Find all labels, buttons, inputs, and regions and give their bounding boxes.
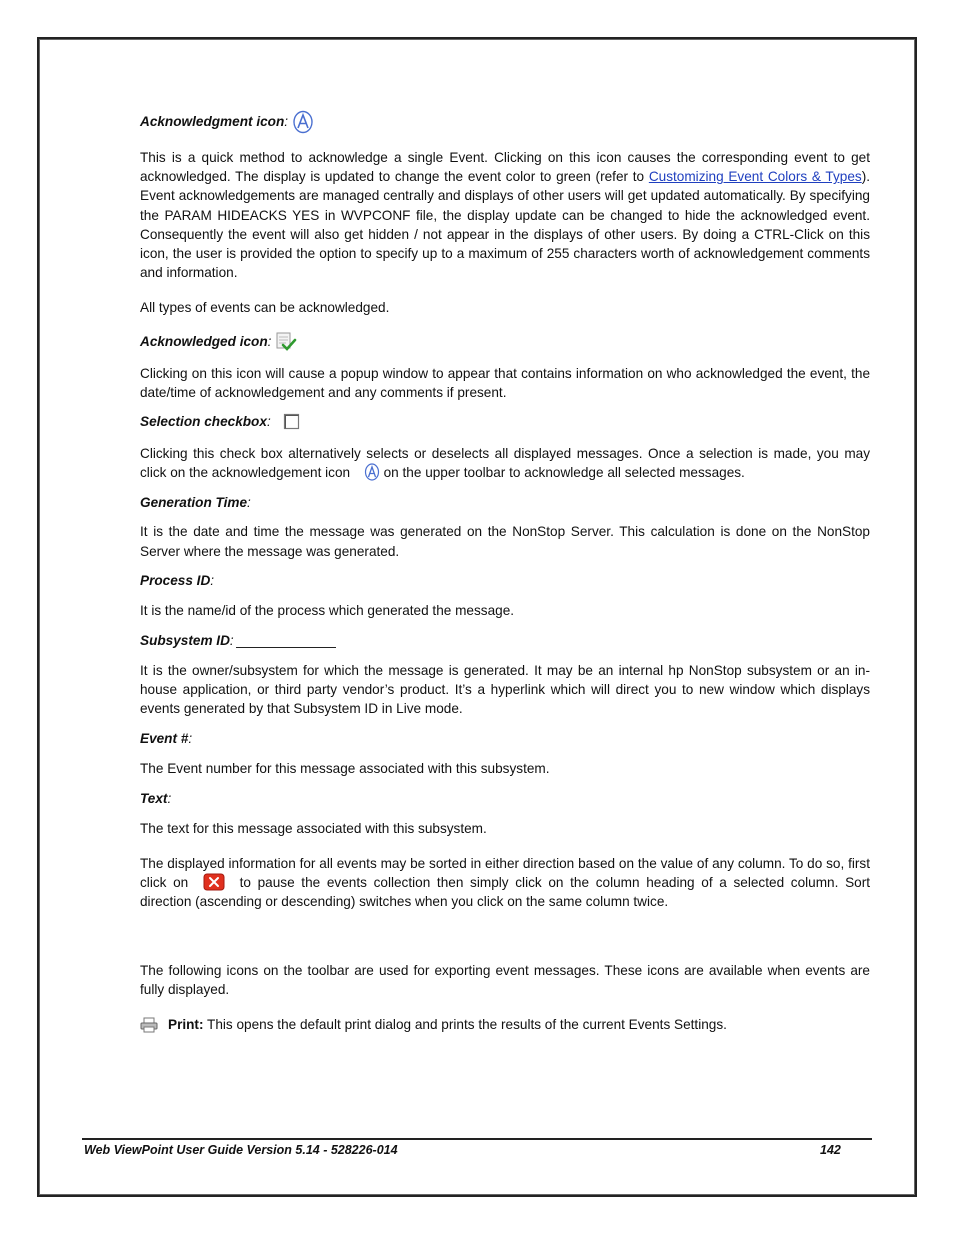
document-body xyxy=(140,108,870,1034)
process-id-description: It is the name/id of the process which generated the message. xyxy=(140,602,515,618)
heading-selection-checkbox: Selection checkbox : xyxy=(140,408,870,436)
heading-subsystem-id: Subsystem ID : xyxy=(140,627,870,655)
page-number: 142 xyxy=(820,1143,841,1157)
heading-process-id: Process ID : xyxy=(140,573,215,589)
all-events-note: All types of events can be acknowledged. xyxy=(140,300,390,316)
sorting-description: The displayed information for all events may be sorted in either direction based on the value of any column. To do so, first click on to pause the events collection then simply click on the column heading of a selected column. Sort direction (ascending or descending) switches when you click on the same column twice. xyxy=(140,856,870,910)
acknowledgment-description: This is a quick method to acknowledge a single Event. Clicking on this icon causes the corresponding event to get acknowledged. The display is updated to change the event color to green (refer to Customizing Event Colors & Types). Event acknowledgements are managed centrally and displays of other users will get updated automatically. By specifying the PARAM HIDEACKS YES in WVPCONF file, the display update can be changed to hide the acknowledged event. Consequently the event will also get hidden / not appear in the displays of other users. By doing a CTRL-Click on this icon, the user is provided the option to specify up to a maximum of 255 characters worth of acknowledgement comments and information. xyxy=(140,150,871,281)
subsystem-id-description: It is the owner/subsystem for which the message is generated. It may be an internal hp NonStop subsystem or an in-house application, or third party vendor’s product. It’s a hyperlink which will direct you to new window which displays events generated by that Subsystem ID in Live mode. xyxy=(140,663,870,717)
footer-divider xyxy=(82,1138,872,1140)
acknowledge-icon[interactable] xyxy=(364,463,380,481)
footer-title: Web ViewPoint User Guide Version 5.14 - 528226-014 xyxy=(84,1143,398,1157)
checkbox-icon[interactable] xyxy=(283,413,301,431)
print-text: This opens the default print dialog and prints the results of the current Events Settings. xyxy=(203,1017,727,1033)
event-number-description: The Event number for this message associated with this subsystem. xyxy=(140,760,550,776)
export-description: The following icons on the toolbar are used for exporting event messages. These icons are available when events are fully displayed. xyxy=(140,962,870,997)
pause-icon[interactable] xyxy=(203,873,225,891)
heading-event-number: Event # : xyxy=(140,731,193,747)
print-label: Print: xyxy=(168,1017,204,1033)
acknowledged-icon[interactable] xyxy=(275,331,297,353)
acknowledged-description: Clicking on this icon will cause a popup window to appear that contains information on who acknowledged the event, the date/time of acknowledgement and any comments if present. xyxy=(140,365,870,400)
printer-icon[interactable] xyxy=(140,1017,158,1033)
generation-time-description: It is the date and time the message was generated on the NonStop Server. This calculation is done on the NonStop Server where the message was generated. xyxy=(140,524,870,559)
heading-generation-time: Generation Time : xyxy=(140,494,251,510)
subsystem-underline xyxy=(236,634,336,648)
heading-acknowledged-icon: Acknowledged icon : xyxy=(140,328,870,356)
text-description: The text for this message associated with this subsystem. xyxy=(140,820,487,836)
heading-acknowledgment-icon: Acknowledgment icon : xyxy=(140,108,870,136)
selection-description: Clicking this check box alternatively selects or deselects all displayed messages. Once a selection is made, you may click on the acknowledgement icon on the upper toolbar to acknowledge all selected messages. xyxy=(140,446,870,481)
acknowledge-icon[interactable] xyxy=(292,110,314,134)
customizing-colors-link[interactable]: Customizing Event Colors & Types xyxy=(648,169,862,185)
heading-text: Text : xyxy=(140,791,172,807)
print-item xyxy=(140,1015,870,1034)
